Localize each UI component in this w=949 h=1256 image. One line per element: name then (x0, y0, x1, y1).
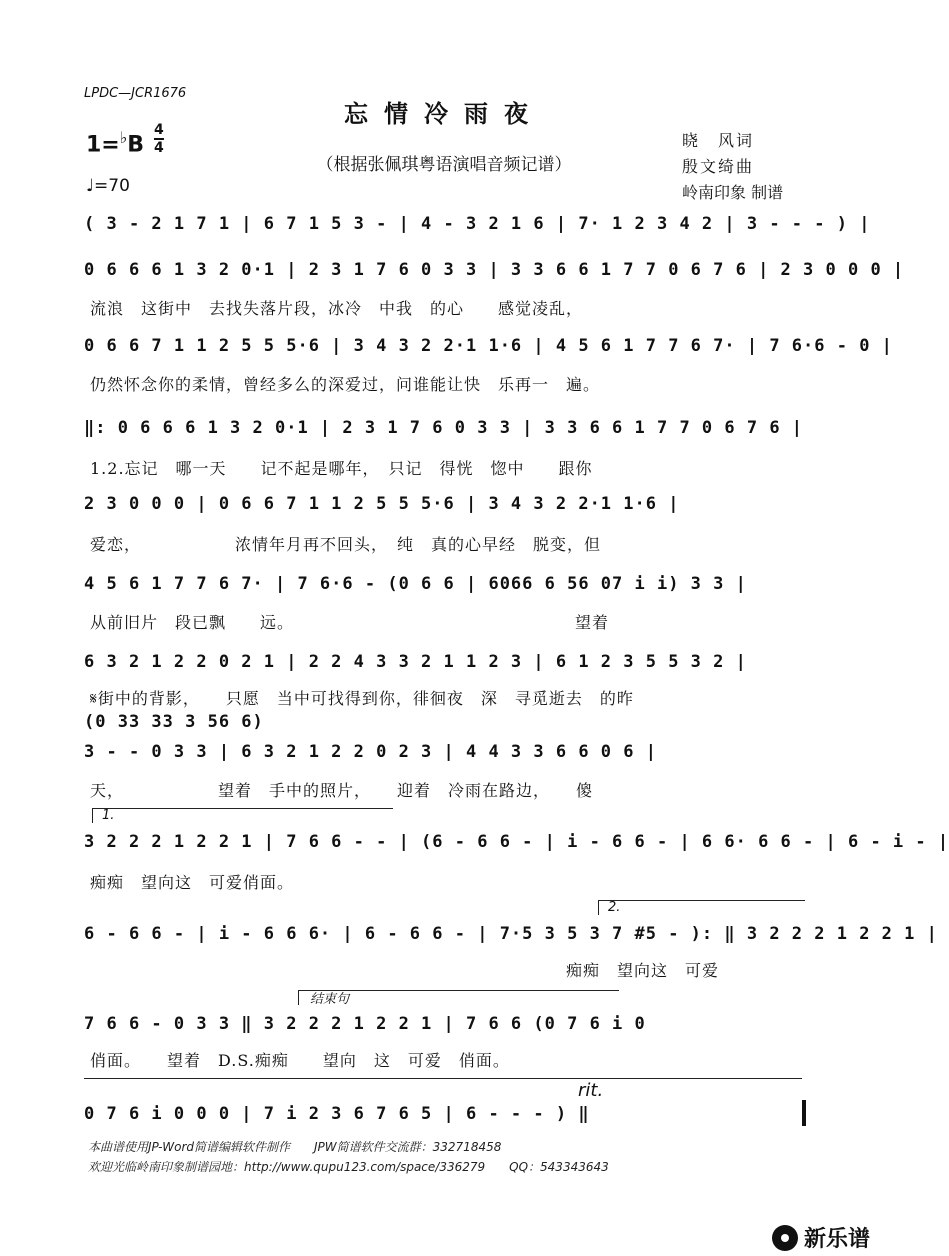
staff-line-2: 0 6 6 6 1 3 2 0·1 | 2 3 1 7 6 0 3 3 | 3 3 6 6 1 7 7 0 6 7 6 | 2 3 0 0 0 | (84, 260, 905, 280)
meter-top: 4 (154, 122, 164, 138)
staff-line-1: ( 3 - 2 1 7 1 | 6 7 1 5 3 - | 4 - 3 2 1 6 | 7· 1 2 3 4 2 | 3 - - - ) | (84, 214, 871, 234)
arranger-credit: 岭南印象 制谱 (682, 183, 784, 202)
lyric-line-10: 俏面。 望着 D.S.痴痴 望向 这 可爱 俏面。 (90, 1051, 510, 1070)
staff-line-6: 4 5 6 1 7 7 6 7· | 7 6·6 - (0 6 6 | 6066 6 56 07 i i) 3 3 | (84, 574, 747, 594)
lyric-line-8: 痴痴 望向这 可爱俏面。 (90, 873, 295, 892)
logo-text: 新乐谱 (803, 1227, 870, 1252)
catalog-number: LPDC—JCR1676 (84, 86, 187, 101)
lyricist-credit: 晓 风词 (682, 131, 755, 150)
final-barline (802, 1100, 806, 1126)
staff-line-3: 0 6 6 7 1 1 2 5 5 5·6 | 3 4 3 2 2·1 1·6 | 4 5 6 1 7 7 6 7· | 7 6·6 - 0 | (84, 336, 893, 356)
key-note: B (127, 132, 145, 158)
staff-line-9: 3 2 2 2 1 2 2 1 | 7 6 6 - - | (6 - 6 6 - | i - 6 6 - | 6 6· 6 6 - | 6 - i - | (84, 832, 949, 852)
staff-line-8-intro: (0 33 33 3 56 6) (84, 712, 264, 732)
ending-bracket (84, 1078, 802, 1093)
footer-line-1: 本曲谱使用JP-Word简谱编辑软件制作 JPW简谱软件交流群：332718458 (88, 1140, 502, 1154)
lyric-line-4: 爱恋， 浓情年月再不回头， 纯 真的心早经 脱变，但 (90, 535, 602, 554)
lyric-line-5: 从前旧片 段已飘 远。 望着 (90, 613, 610, 632)
staff-line-5: 2 3 0 0 0 | 0 6 6 7 1 1 2 5 5 5·6 | 3 4 3 2 2·1 1·6 | (84, 494, 680, 514)
rit-marking: rit. (578, 1080, 604, 1101)
lyric-line-7: 天， 望着 手中的照片， 迎着 冷雨在路边， 傻 (90, 781, 594, 800)
volta-1-label: 1. (102, 808, 115, 823)
staff-line-12: 0 7 6 i 0 0 0 | 7 i 2 3 6 7 6 5 | 6 - - - ) ‖ (84, 1104, 590, 1124)
page-subtitle: （根据张佩琪粤语演唱音频记谱） (316, 155, 572, 175)
footer-line-2: 欢迎光临岭南印象制谱园地：http://www.qupu123.com/space/336279 QQ：543343643 (88, 1160, 609, 1174)
key-signature (86, 128, 144, 157)
coda-label: 结束句 (310, 992, 350, 1007)
lyric-line-2: 仍然怀念你的柔情，曾经多么的深爱过，问谁能让快 乐再一 遍。 (90, 375, 601, 394)
composer-credit: 殷文绮曲 (682, 157, 755, 176)
tempo-marking: ♩=70 (86, 176, 130, 196)
lyric-line-9: 痴痴 望向这 可爱 (90, 961, 720, 980)
site-logo (772, 1222, 870, 1253)
lyric-line-3: 1.2.忘记 哪一天 记不起是哪年， 只记 得恍 惚中 跟你 (90, 459, 593, 478)
page-title: 忘情冷雨夜 (344, 99, 544, 128)
music-disc-icon (772, 1225, 798, 1251)
staff-line-4: ‖: 0 6 6 6 1 3 2 0·1 | 2 3 1 7 6 0 3 3 | 3 3 6 6 1 7 7 0 6 7 6 | (84, 418, 804, 438)
volta-2-bracket (598, 900, 805, 915)
time-signature (154, 122, 164, 156)
staff-line-10: 6 - 6 6 - | i - 6 6 6· | 6 - 6 6 - | 7·5 3 5 3 7 #5 - ): ‖ 3 2 2 2 1 2 2 1 | (84, 924, 938, 944)
flat-symbol: ♭ (119, 128, 128, 147)
staff-line-8: 3 - - 0 3 3 | 6 3 2 1 2 2 0 2 3 | 4 4 3 3 6 6 0 6 | (84, 742, 657, 762)
volta-1-bracket (92, 808, 393, 823)
staff-line-7: 6 3 2 1 2 2 0 2 1 | 2 2 4 3 3 2 1 1 2 3 | 6 1 2 3 5 5 3 2 | (84, 652, 747, 672)
lyric-line-1: 流浪 这街中 去找失落片段，冰冷 中我 的心 感觉凌乱， (90, 299, 584, 318)
key-prefix: 1= (86, 132, 120, 158)
staff-line-11: 7 6 6 - 0 3 3 ‖ 3 2 2 2 1 2 2 1 | 7 6 6 (0 7 6 i 0 (84, 1014, 646, 1034)
lyric-line-6: 𝄋街中的背影， 只愿 当中可找得到你，徘徊夜 深 寻觅逝去 的昨 (90, 689, 634, 708)
meter-bottom: 4 (154, 140, 164, 156)
volta-2-label: 2. (608, 900, 621, 915)
